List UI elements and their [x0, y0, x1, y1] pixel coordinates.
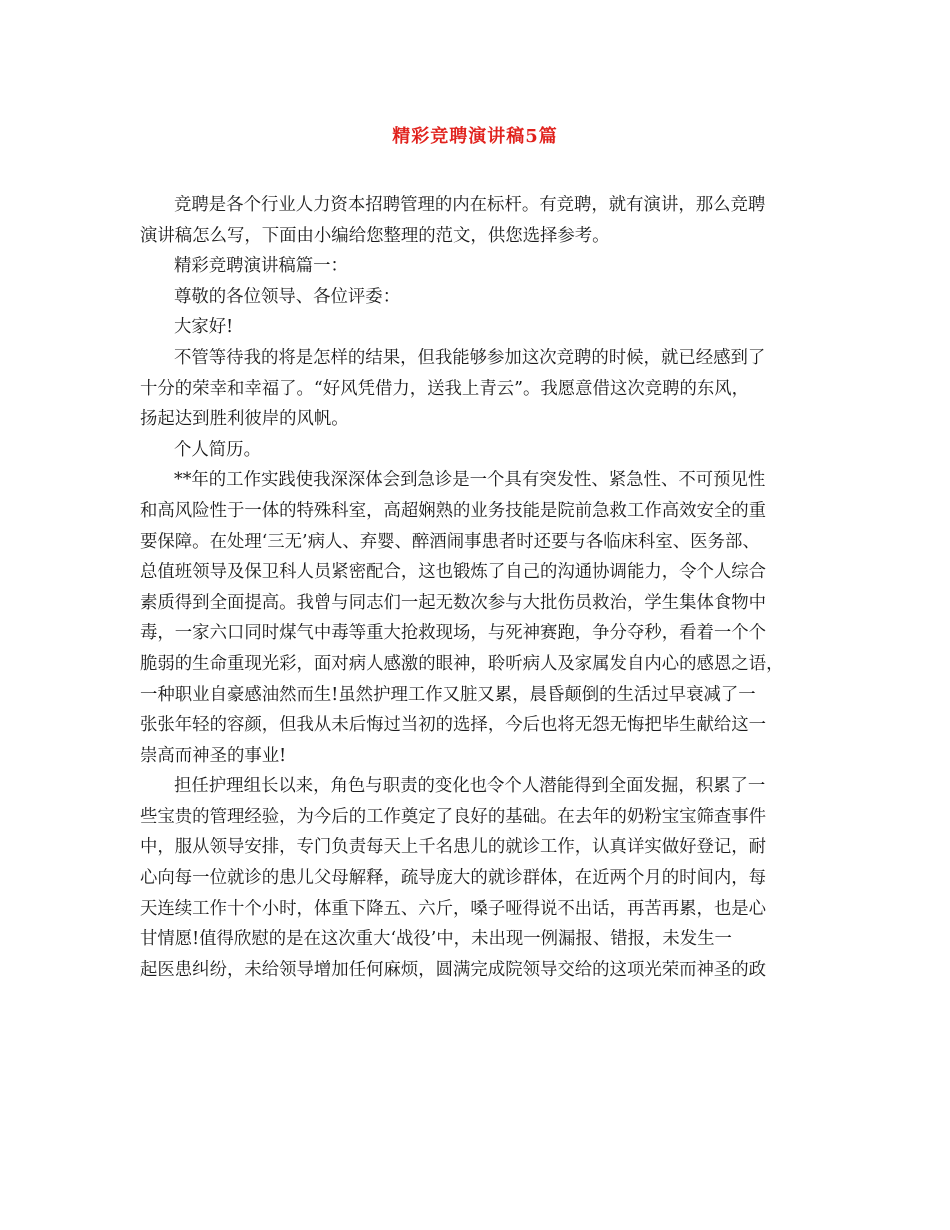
- paragraph-line: 和高风险性于一体的特殊科室，高超娴熟的业务技能是院前急救工作高效安全的重: [140, 500, 767, 521]
- paragraph: [140, 312, 825, 343]
- paragraph-line: 素质得到全面提高。我曾与同志们一起无数次参与大批伤员救治，学生集体食物中: [140, 592, 767, 613]
- paragraph-line: 张张年轻的容颜，但我从未后悔过当初的选择，今后也将无怨无悔把毕生献给这一: [140, 715, 767, 736]
- paragraph-line: 大家好!: [174, 317, 234, 338]
- paragraph-line: 一种职业自豪感油然而生!虽然护理工作又脏又累，晨昏颠倒的生活过早衰减了一: [140, 684, 756, 705]
- paragraph-line: 演讲稿怎么写，下面由小编给您整理的范文，供您选择参考。: [140, 225, 610, 246]
- paragraph: [140, 343, 825, 435]
- document-title: 精彩竞聘演讲稿5篇: [392, 126, 558, 147]
- paragraph: [140, 435, 825, 466]
- paragraph-line: 总值班领导及保卫科人员紧密配合，这也锻炼了自己的沟通协调能力，令个人综合: [140, 562, 767, 583]
- paragraph-line: 毒，一家六口同时煤气中毒等重大抢救现场，与死神赛跑，争分夺秒，看着一个个: [140, 623, 767, 644]
- paragraph-line: 崇高而神圣的事业!: [140, 745, 287, 766]
- paragraph-line: 要保障。在处理‘三无’病人、弃婴、醉酒闹事患者时还要与各临床科室、医务部、: [140, 531, 760, 552]
- paragraph-line: **年的工作实践使我深深体会到急诊是一个具有突发性、紧急性、不可预见性: [174, 470, 766, 491]
- paragraph-line: 甘情愿!值得欣慰的是在这次重大‘战役’中，未出现一例漏报、错报，未发生一: [140, 929, 732, 950]
- paragraph-line: 竞聘是各个行业人力资本招聘管理的内在标杆。有竞聘，就有演讲，那么竞聘: [174, 195, 766, 215]
- paragraph-line: 心向每一位就诊的患儿父母解释，疏导庞大的就诊群体，在近两个月的时间内，每: [140, 868, 767, 889]
- paragraph-line: 不管等待我的将是怎样的结果，但我能够参加这次竞聘的时候，就已经感到了: [174, 347, 766, 368]
- paragraph-line: 尊敬的各位领导、各位评委：: [174, 286, 401, 307]
- paragraph-line: 十分的荣幸和幸福了。“好风凭借力，送我上青云”。我愿意借这次竞聘的东风，: [140, 378, 750, 399]
- paragraph-line: 天连续工作十个小时，体重下降五、六斤，嗓子哑得说不出话，再苦再累，也是心: [140, 898, 767, 919]
- paragraph-line: 扬起达到胜利彼岸的风帆。: [140, 409, 349, 430]
- paragraph-line: 起医患纠纷，未给领导增加任何麻烦，圆满完成院领导交给的这项光荣而神圣的政: [140, 959, 767, 980]
- paragraph-line: 脆弱的生命重现光彩，面对病人感激的眼神，聆听病人及家属发自内心的感恩之语，: [140, 653, 784, 674]
- paragraph-line: 担任护理组长以来，角色与职责的变化也令个人潜能得到全面发掘，积累了一: [174, 776, 766, 797]
- paragraph-line: 精彩竞聘演讲稿篇一：: [174, 256, 348, 277]
- paragraph: [140, 771, 825, 985]
- paragraph: [140, 282, 825, 313]
- paragraph-line: 中，服从领导安排，专门负责每天上千名患儿的就诊工作，认真详实做好登记，耐: [140, 837, 767, 858]
- paragraph: [140, 465, 825, 771]
- paragraph: [140, 190, 825, 251]
- document-body: [140, 190, 825, 985]
- paragraph-line: 些宝贵的管理经验，为今后的工作奠定了良好的基础。在去年的奶粉宝宝筛查事件: [140, 806, 767, 827]
- paragraph: [140, 251, 825, 282]
- paragraph-line: 个人简历。: [174, 439, 261, 460]
